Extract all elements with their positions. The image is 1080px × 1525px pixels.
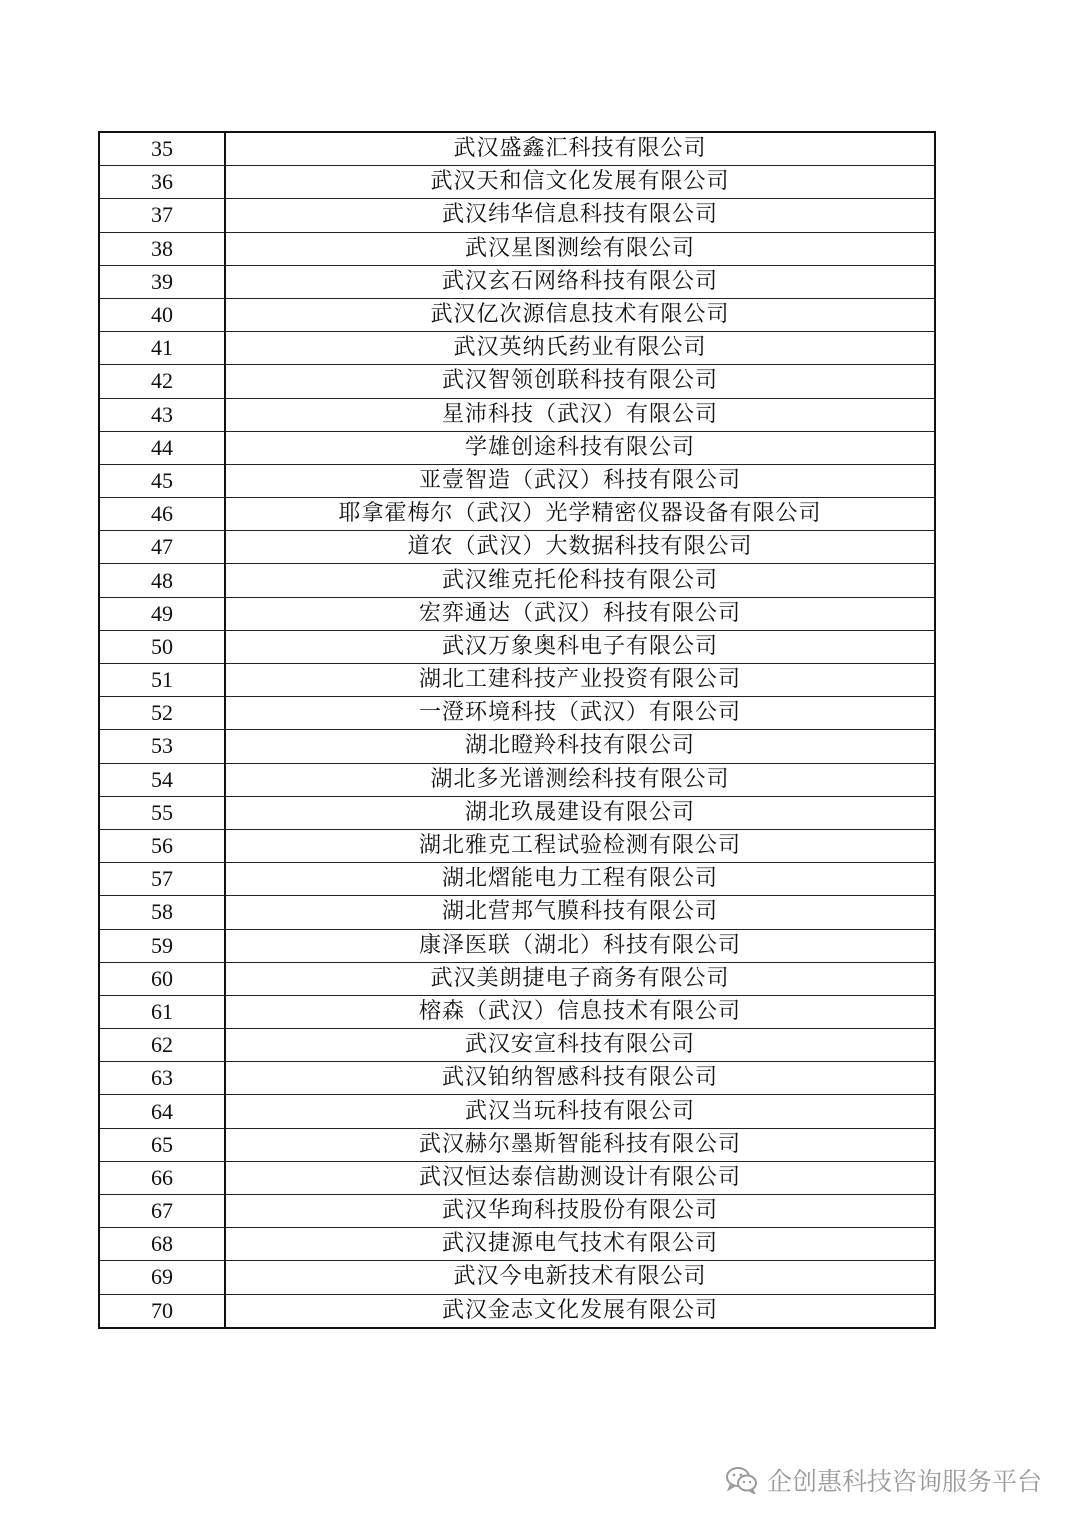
company-name: 武汉星图测绘有限公司: [225, 232, 935, 265]
table-row: [99, 763, 935, 796]
row-number: 68: [99, 1228, 225, 1261]
company-name: 武汉天和信文化发展有限公司: [225, 166, 935, 199]
table-row: [99, 697, 935, 730]
company-name: 学雄创途科技有限公司: [225, 431, 935, 464]
company-name: 武汉当玩科技有限公司: [225, 1095, 935, 1128]
company-name: 湖北瞪羚科技有限公司: [225, 730, 935, 763]
table-row: [99, 398, 935, 431]
company-name: 耶拿霍梅尔（武汉）光学精密仪器设备有限公司: [225, 498, 935, 531]
company-name: 宏弈通达（武汉）科技有限公司: [225, 597, 935, 630]
table-row: [99, 464, 935, 497]
table-row: [99, 896, 935, 929]
table-row: [99, 166, 935, 199]
row-number: 65: [99, 1128, 225, 1161]
company-name: 武汉英纳氏药业有限公司: [225, 332, 935, 365]
company-name: 武汉盛鑫汇科技有限公司: [225, 132, 935, 166]
row-number: 53: [99, 730, 225, 763]
row-number: 64: [99, 1095, 225, 1128]
company-name: 湖北雅克工程试验检测有限公司: [225, 829, 935, 862]
table-row: [99, 265, 935, 298]
table-row: [99, 365, 935, 398]
row-number: 63: [99, 1062, 225, 1095]
row-number: 43: [99, 398, 225, 431]
row-number: 56: [99, 829, 225, 862]
table-row: [99, 1029, 935, 1062]
row-number: 48: [99, 564, 225, 597]
wechat-icon: [725, 1466, 759, 1494]
row-number: 66: [99, 1161, 225, 1194]
table-row: [99, 132, 935, 166]
company-list-table: [98, 131, 936, 1329]
row-number: 62: [99, 1029, 225, 1062]
company-name: 武汉纬华信息科技有限公司: [225, 199, 935, 232]
table-row: [99, 199, 935, 232]
row-number: 41: [99, 332, 225, 365]
row-number: 59: [99, 929, 225, 962]
company-name: 武汉安宣科技有限公司: [225, 1029, 935, 1062]
row-number: 67: [99, 1195, 225, 1228]
row-number: 51: [99, 664, 225, 697]
company-name: 武汉玄石网络科技有限公司: [225, 265, 935, 298]
table-row: [99, 1294, 935, 1328]
row-number: 46: [99, 498, 225, 531]
table-row: [99, 1228, 935, 1261]
table-row: [99, 995, 935, 1028]
table-row: [99, 332, 935, 365]
watermark: [725, 1462, 1042, 1498]
table-row: [99, 796, 935, 829]
row-number: 52: [99, 697, 225, 730]
row-number: 36: [99, 166, 225, 199]
row-number: 60: [99, 962, 225, 995]
table-row: [99, 1095, 935, 1128]
company-name: 康泽医联（湖北）科技有限公司: [225, 929, 935, 962]
row-number: 69: [99, 1261, 225, 1294]
row-number: 47: [99, 531, 225, 564]
company-name: 武汉恒达泰信勘测设计有限公司: [225, 1161, 935, 1194]
company-name: 武汉铂纳智感科技有限公司: [225, 1062, 935, 1095]
row-number: 57: [99, 863, 225, 896]
row-number: 61: [99, 995, 225, 1028]
row-number: 40: [99, 298, 225, 331]
row-number: 50: [99, 630, 225, 663]
table-row: [99, 1195, 935, 1228]
row-number: 49: [99, 597, 225, 630]
table-row: [99, 498, 935, 531]
company-name: 武汉智领创联科技有限公司: [225, 365, 935, 398]
row-number: 38: [99, 232, 225, 265]
company-name: 武汉美朗捷电子商务有限公司: [225, 962, 935, 995]
table-row: [99, 431, 935, 464]
company-name: 武汉维克托伦科技有限公司: [225, 564, 935, 597]
company-name: 武汉华珣科技股份有限公司: [225, 1195, 935, 1228]
table-row: [99, 664, 935, 697]
table-row: [99, 829, 935, 862]
company-name: 武汉今电新技术有限公司: [225, 1261, 935, 1294]
table-row: [99, 863, 935, 896]
table-row: [99, 730, 935, 763]
row-number: 58: [99, 896, 225, 929]
table-row: [99, 929, 935, 962]
table-row: [99, 630, 935, 663]
company-name: 武汉万象奥科电子有限公司: [225, 630, 935, 663]
company-name: 亚壹智造（武汉）科技有限公司: [225, 464, 935, 497]
table-row: [99, 232, 935, 265]
company-name: 湖北工建科技产业投资有限公司: [225, 664, 935, 697]
company-name: 道农（武汉）大数据科技有限公司: [225, 531, 935, 564]
table-row: [99, 1062, 935, 1095]
table-row: [99, 1261, 935, 1294]
company-name: 武汉赫尔墨斯智能科技有限公司: [225, 1128, 935, 1161]
table-row: [99, 1128, 935, 1161]
table-row: [99, 531, 935, 564]
row-number: 37: [99, 199, 225, 232]
company-name: 湖北熠能电力工程有限公司: [225, 863, 935, 896]
row-number: 44: [99, 431, 225, 464]
company-name: 湖北营邦气膜科技有限公司: [225, 896, 935, 929]
company-name: 湖北多光谱测绘科技有限公司: [225, 763, 935, 796]
company-name: 星沛科技（武汉）有限公司: [225, 398, 935, 431]
table-row: [99, 597, 935, 630]
row-number: 35: [99, 132, 225, 166]
table-body: [99, 132, 935, 1328]
row-number: 55: [99, 796, 225, 829]
table-row: [99, 298, 935, 331]
row-number: 42: [99, 365, 225, 398]
company-name: 武汉金志文化发展有限公司: [225, 1294, 935, 1328]
company-name: 一澄环境科技（武汉）有限公司: [225, 697, 935, 730]
company-name: 武汉亿次源信息技术有限公司: [225, 298, 935, 331]
table-row: [99, 962, 935, 995]
company-name: 榕森（武汉）信息技术有限公司: [225, 995, 935, 1028]
row-number: 39: [99, 265, 225, 298]
row-number: 54: [99, 763, 225, 796]
company-name: 武汉捷源电气技术有限公司: [225, 1228, 935, 1261]
company-name: 湖北玖晟建设有限公司: [225, 796, 935, 829]
row-number: 70: [99, 1294, 225, 1328]
table-row: [99, 564, 935, 597]
row-number: 45: [99, 464, 225, 497]
table-row: [99, 1161, 935, 1194]
watermark-text: 企创惠科技咨询服务平台: [766, 1467, 1042, 1496]
